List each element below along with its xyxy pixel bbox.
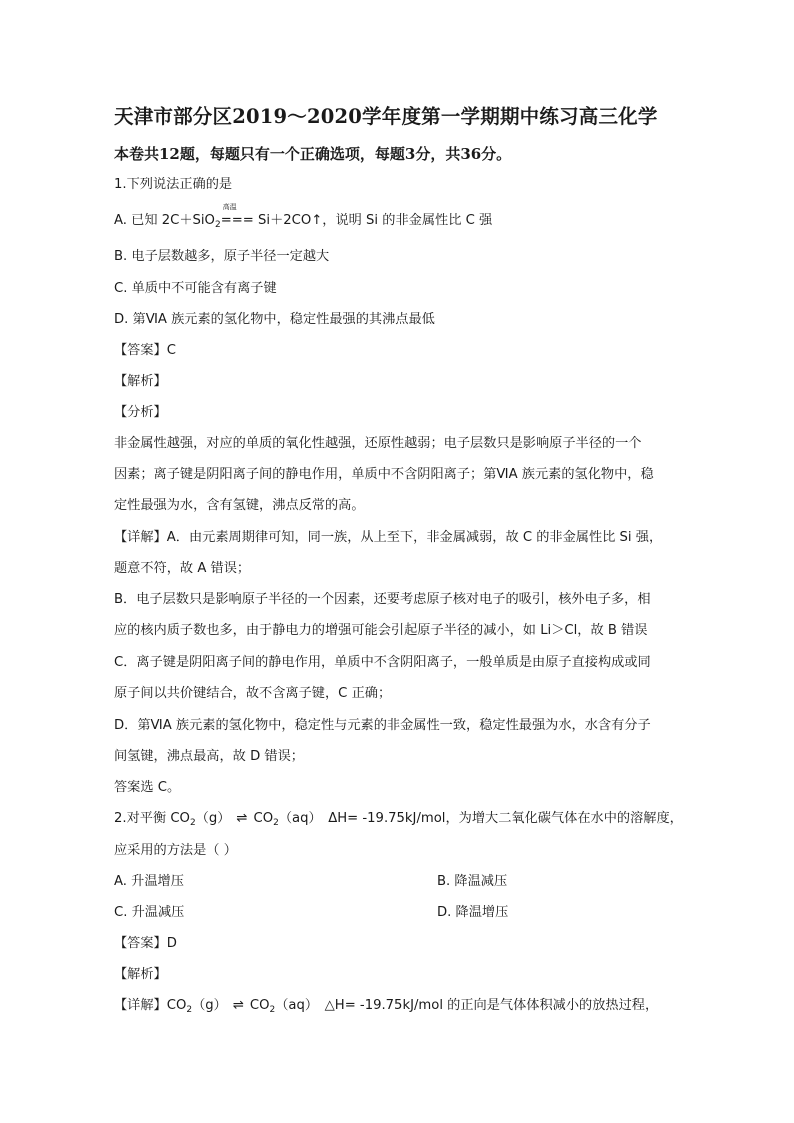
q1-fenxi-line: 定性最强为水，含有氢键，沸点反常的高。 (114, 498, 365, 513)
q1-option-a: A. 已知 2C＋SiO$_2$ 高温 === Si＋2CO↑，说明 Si 的非金属性比 C 强 (114, 203, 493, 230)
q2-stem: 2.对平衡 $CO_2(g)$ ⇌ $CO_2(aq)$ ΔH= -19.75kJ/mol，为增大二氧化碳气体在水中的溶解度， (114, 811, 683, 828)
q2-stem-line2: 应采用的方法是（ ） (114, 843, 237, 858)
q1-detail-line: 题意不符，故 A 错误； (114, 561, 251, 576)
q2-answer: 【答案】D (114, 936, 177, 951)
q1-detail-line: 答案选 C。 (114, 780, 181, 795)
q1-detail-line: 【详解】A．由元素周期律可知，同一族，从上至下，非金属减弱，故 C 的非金属性比 Si 强， (114, 530, 663, 545)
q2-option-b: B. 降温减压 (437, 874, 508, 889)
q2-detail-line: 【详解】$CO_2(g)$ ⇌ $CO_2(aq)$ △H= -19.75kJ/mol 的正向是气体体积减小的放热过程， (114, 998, 659, 1015)
reaction-arrow: 高温 === (220, 203, 254, 228)
q1-fenxi-line: 非金属性越强，对应的单质的氧化性越强，还原性越弱；电子层数只是影响原子半径的一个 (114, 436, 642, 451)
q1-option-b: B. 电子层数越多，原子半径一定越大 (114, 249, 330, 264)
q1-analysis-heading: 【解析】 (114, 374, 167, 389)
q1-answer: 【答案】C (114, 343, 176, 358)
q1-fenxi-line: 因素；离子键是阴阳离子间的静电作用，单质中不含阴阳离子；第ⅥA 族元素的氢化物中，稳 (114, 467, 654, 482)
q1-detail-line: 原子间以共价键结合，故不含离子键，C 正确； (114, 686, 392, 701)
equilibrium-arrow-icon: ⇌ (236, 811, 248, 826)
q1-detail-line: B．电子层数只是影响原子半径的一个因素，还要考虑原子核对电子的吸引，核外电子多，相 (114, 592, 651, 607)
q1-option-d: D. 第ⅥA 族元素的氢化物中，稳定性最强的其沸点最低 (114, 312, 435, 327)
section-header: 本卷共12题，每题只有一个正确选项，每题3分，共36分。 (114, 145, 512, 163)
q2-option-a: A. 升温增压 (114, 874, 184, 889)
q2-option-d: D. 降温增压 (437, 905, 509, 920)
q1-stem: 1.下列说法正确的是 (114, 177, 233, 192)
q1-detail-line: C．离子键是阴阳离子间的静电作用，单质中不含阴阳离子，一般单质是由原子直接构成或同 (114, 655, 651, 670)
equilibrium-arrow-icon: ⇌ (232, 998, 244, 1013)
page-title: 天津市部分区2019～2020学年度第一学期期中练习高三化学 (114, 105, 658, 128)
q1-fenxi-heading: 【分析】 (114, 405, 167, 420)
q1-option-c: C. 单质中不可能含有离子键 (114, 281, 277, 296)
q1-detail-line: D．第ⅥA 族元素的氢化物中，稳定性与元素的非金属性一致，稳定性最强为水，水含有分子 (114, 718, 651, 733)
q1-detail-line: 应的核内质子数也多，由于静电力的增强可能会引起原子半径的减小，如 Li＞Cl，故 B 错误 (114, 623, 648, 638)
q2-analysis-heading: 【解析】 (114, 967, 167, 982)
q1-detail-line: 间氢键，沸点最高，故 D 错误； (114, 749, 304, 764)
q2-option-c: C. 升温减压 (114, 905, 185, 920)
